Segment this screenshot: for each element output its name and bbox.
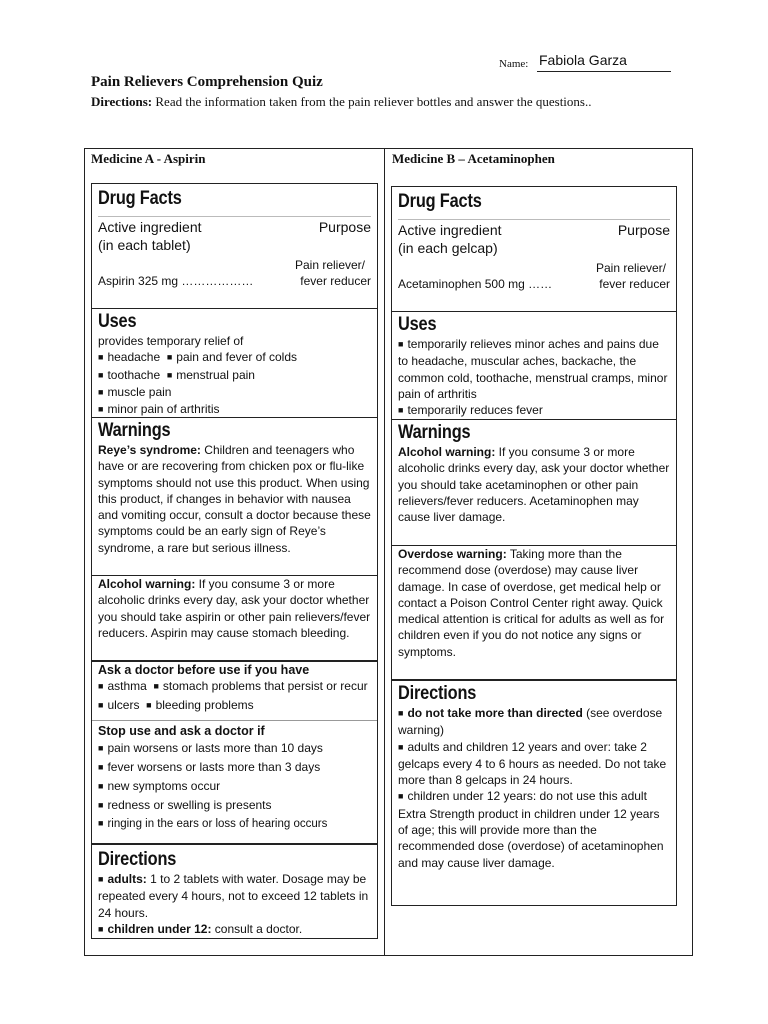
purpose-line-1: Pain reliever/ bbox=[595, 261, 666, 275]
adults-label: adults: bbox=[107, 872, 147, 886]
list-item: ■ pain and fever of colds bbox=[167, 350, 297, 364]
children-label: children under 12: bbox=[107, 921, 212, 936]
stop-use-section bbox=[92, 720, 377, 833]
list-item: ■ pain worsens or lasts more than 10 days bbox=[98, 741, 323, 755]
warnings-section bbox=[392, 419, 676, 525]
medicine-a-title: Medicine A - Aspirin bbox=[91, 151, 206, 166]
list-item: ■ headache bbox=[98, 350, 160, 364]
list-item: ■ menstrual pain bbox=[167, 368, 255, 382]
ingredient-line: Aspirin 325 mg ……………… bbox=[98, 274, 254, 289]
name-field[interactable]: Fabiola Garza bbox=[537, 52, 671, 72]
directions-title: Directions bbox=[398, 683, 477, 704]
purpose-line-2: fever reducer bbox=[300, 274, 371, 289]
name-label: Name: bbox=[499, 58, 529, 70]
uses-title: Uses bbox=[398, 314, 437, 335]
purpose-line-2: fever reducer bbox=[599, 277, 670, 292]
directions-section bbox=[92, 843, 377, 938]
directions-line bbox=[91, 94, 591, 110]
stop-use-title: Stop use and ask a doctor if bbox=[98, 724, 265, 738]
uses-title: Uses bbox=[98, 311, 137, 332]
warnings-section bbox=[92, 417, 377, 556]
overdose-text: Taking more than the recommend dose (overdose) may cause liver damage. In case of overdose, get medical help or contact a Poison Control Center right away. Quick medical attention is critical for adults as well as for children even if you do not notice any signs or symptoms. bbox=[398, 547, 665, 659]
overdose-label: Overdose warning: bbox=[398, 547, 507, 561]
directions-item-2: adults and children 12 years and over: take 2 gelcaps every 4 to 6 hours as needed. Do not take more than 8 gelcaps in 24 hours. bbox=[398, 739, 667, 788]
uses-item-1: temporarily relieves minor aches and pains due to headache, muscular aches, backache, the common cold, toothache, menstrual cramps, minor pain of arthritis bbox=[398, 337, 668, 401]
list-item: ■ minor pain of arthritis bbox=[98, 402, 219, 416]
ingredient-line: Acetaminophen 500 mg …… bbox=[398, 277, 553, 292]
purpose-label: Purpose bbox=[617, 222, 670, 238]
ask-doctor-section bbox=[92, 660, 377, 714]
purpose-label: Purpose bbox=[318, 219, 371, 235]
warnings-title: Warnings bbox=[98, 420, 171, 441]
column-divider bbox=[384, 148, 385, 956]
medicine-b-drug-facts bbox=[391, 186, 677, 906]
uses-section bbox=[92, 308, 377, 418]
directions-section bbox=[392, 679, 676, 871]
directions-item-1-text: (see overdose warning) bbox=[398, 706, 663, 738]
drug-facts-title: Drug Facts bbox=[98, 188, 182, 209]
list-item: ■ bleeding problems bbox=[146, 698, 254, 712]
page-title: Pain Relievers Comprehension Quiz bbox=[91, 74, 323, 90]
list-item: ■ asthma bbox=[98, 679, 147, 693]
list-item: ■ new symptoms occur bbox=[98, 779, 220, 793]
uses-intro: provides temporary relief of bbox=[98, 334, 244, 348]
directions-label: Directions: bbox=[91, 94, 153, 109]
active-ingredient-label: Active ingredient bbox=[398, 222, 502, 238]
reyes-text: Children and teenagers who have or are recovering from chicken pox or flu-like symptoms should not use this product. When using this product, if changes in behavior with nausea and vomiting occur, consult a doctor because these symptoms could be an early sign of Reye’s syndrome, a rare but serious illness. bbox=[98, 443, 371, 555]
list-item: ■ redness or swelling is presents bbox=[98, 798, 272, 812]
list-item: ■ stomach problems that persist or recur bbox=[153, 679, 367, 693]
uses-item-2: temporarily reduces fever bbox=[407, 403, 543, 418]
alcohol-warning bbox=[92, 575, 377, 641]
directions-text: Read the information taken from the pain reliever bottles and answer the questions.. bbox=[152, 94, 592, 109]
directions-item-1-label: do not take more than directed bbox=[407, 706, 583, 720]
list-item: ■ muscle pain bbox=[98, 385, 171, 399]
alcohol-text: If you consume 3 or more alcoholic drinks every day, ask your doctor whether you should take acetaminophen or other pain relievers/fever reducers. Acetaminophen may cause liver damage. bbox=[398, 445, 670, 525]
list-item: ■ ulcers bbox=[98, 698, 139, 712]
purpose-line-1: Pain reliever/ bbox=[294, 258, 365, 272]
list-item: ■ toothache bbox=[98, 368, 160, 382]
in-each-label: (in each tablet) bbox=[98, 237, 191, 253]
alcohol-text: If you consume 3 or more alcoholic drinks every day, ask your doctor whether you should take aspirin or other pain relievers/fever reducers. Aspirin may cause stomach bleeding. bbox=[98, 577, 371, 640]
active-ingredient-label: Active ingredient bbox=[98, 219, 202, 235]
in-each-label: (in each gelcap) bbox=[398, 240, 498, 256]
directions-title: Directions bbox=[98, 849, 177, 870]
directions-item-3: children under 12 years: do not use this adult Extra Strength product in children under 12 years of age; this will provide more than the recommended dose (overdose) of acetaminophen and may cause liver damage. bbox=[398, 789, 664, 870]
children-text: consult a doctor. bbox=[211, 921, 303, 936]
drug-facts-title: Drug Facts bbox=[398, 191, 482, 212]
reyes-label: Reye’s syndrome: bbox=[98, 443, 201, 457]
uses-section bbox=[392, 311, 676, 419]
adults-text: 1 to 2 tablets with water. Dosage may be repeated every 4 hours, not to exceed 12 tablets in 24 hours. bbox=[98, 872, 369, 920]
alcohol-label: Alcohol warning: bbox=[98, 577, 196, 591]
medicine-b-title: Medicine B – Acetaminophen bbox=[392, 151, 555, 166]
alcohol-label: Alcohol warning: bbox=[398, 445, 496, 459]
list-item: ■ fever worsens or lasts more than 3 days bbox=[98, 760, 320, 774]
ask-doctor-title: Ask a doctor before use if you have bbox=[98, 663, 310, 677]
overdose-warning bbox=[392, 545, 676, 660]
list-item: ■ ringing in the ears or loss of hearing occurs bbox=[98, 818, 327, 830]
warnings-title: Warnings bbox=[398, 422, 471, 443]
medicine-a-drug-facts bbox=[91, 183, 378, 939]
